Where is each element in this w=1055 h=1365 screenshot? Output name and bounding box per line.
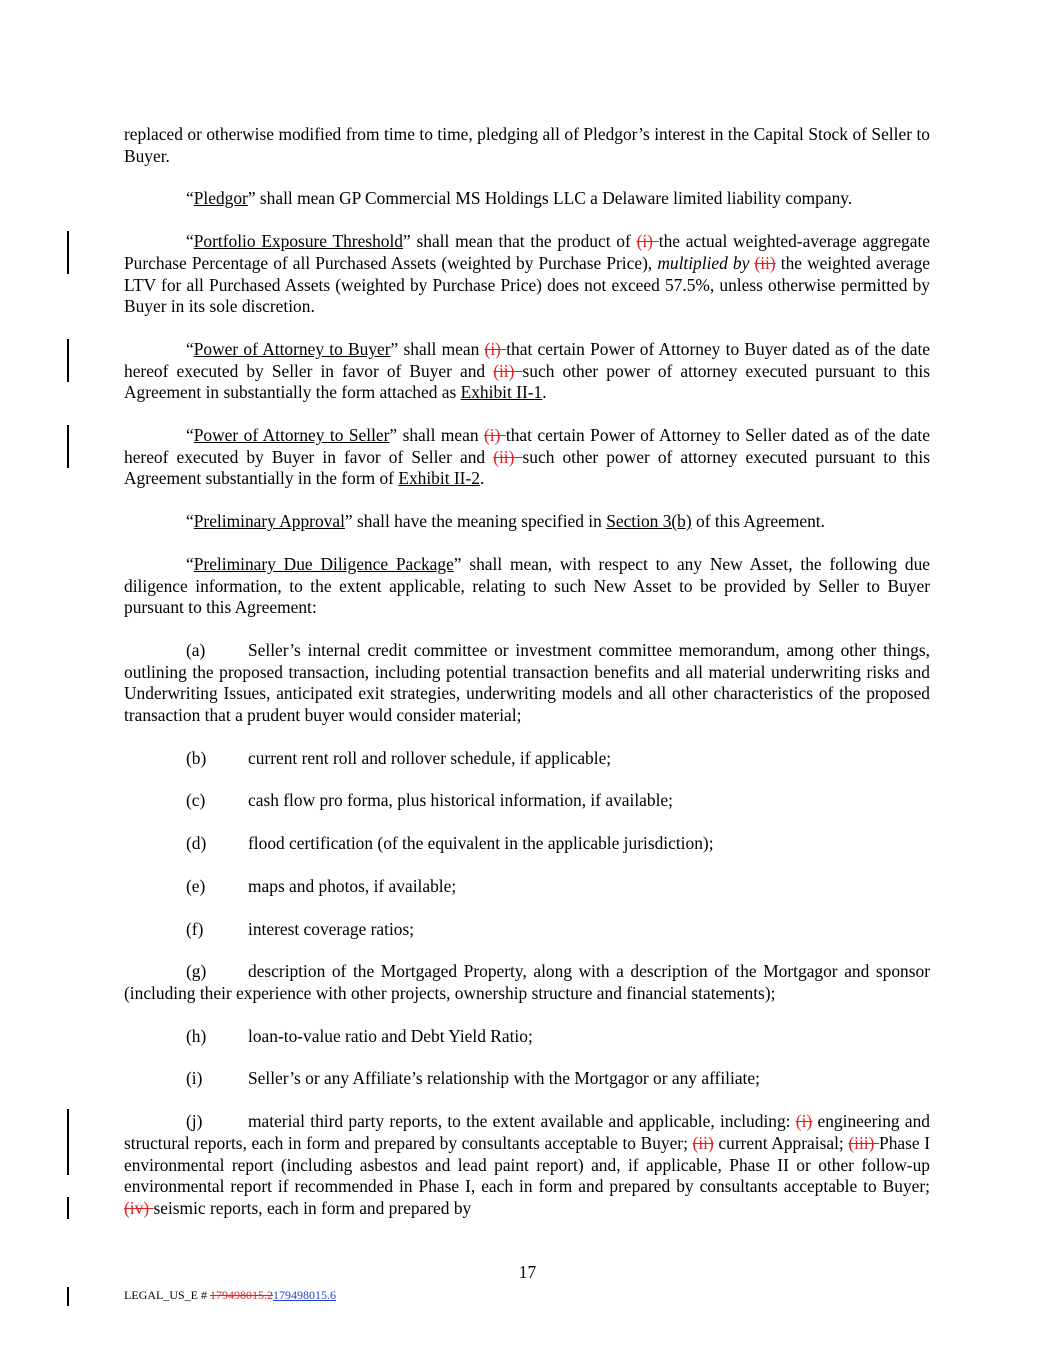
definition-text: such other power of attorney executed pursuant to this Agreement in substantially the form attached as [124, 360, 931, 403]
section-3b-reference: Section 3(b) [606, 511, 692, 532]
deleted-text: (i) [636, 231, 659, 252]
list-item-text: interest coverage ratios; [248, 918, 415, 939]
list-item-text: loan-to-value ratio and Debt Yield Ratio; [248, 1025, 533, 1046]
list-item-text: maps and photos, if available; [248, 875, 457, 896]
page-number: 17 [518, 1262, 537, 1282]
definition-text: the weighted average LTV for all Purchased Assets (weighted by Purchase Price) does not exceed 57.5%, unless otherwise permitted by Buyer in its sole discretion. [124, 252, 930, 317]
list-item [124, 833, 930, 855]
change-bar [67, 1197, 69, 1219]
open-quote: “ [186, 511, 194, 532]
definition-power-of-attorney-seller [124, 425, 930, 490]
open-quote: “ [186, 231, 194, 252]
change-bar [67, 425, 69, 468]
definition-power-of-attorney-buyer [124, 339, 930, 404]
change-bar [67, 231, 69, 274]
deleted-text: (ii) [493, 360, 523, 381]
inserted-doc-id: 179498015.6 [273, 1288, 336, 1302]
definition-text: such other power of attorney executed pursuant to this Agreement substantially in the form of [124, 446, 931, 489]
deleted-text: (i) [484, 338, 507, 359]
definition-text: ” shall have the meaning specified in [344, 511, 607, 532]
definition-text: that certain Power of Attorney to Seller dated as of the date hereof executed by Buyer in favor of Seller and [124, 425, 930, 467]
list-item [124, 1068, 930, 1090]
term-preliminary-due-diligence-package: Preliminary Due Diligence Package [193, 553, 454, 574]
list-item [124, 961, 930, 1004]
footer-prefix: LEGAL_US_E # [124, 1288, 210, 1302]
term-preliminary-approval: Preliminary Approval [193, 511, 345, 532]
open-quote: “ [186, 553, 194, 574]
term-pledgor: Pledgor [193, 188, 248, 209]
list-item [124, 790, 930, 812]
term-portfolio-exposure-threshold: Portfolio Exposure Threshold [193, 231, 403, 252]
definition-preliminary-approval [124, 511, 930, 533]
list-item-text: Seller’s internal credit committee or investment committee memorandum, among other things, outlining the proposed transaction, including potential transaction benefits and all material underwriting risks and Underwriting Issues, anticipated exit strategies, underwriting models and all other characteristics of the proposed transaction that a prudent buyer would consider material; [124, 639, 930, 726]
open-quote: “ [186, 338, 194, 359]
definition-text: . [542, 382, 547, 403]
definition-text: ” shall mean, with respect to any New Asset, the following due diligence information, to the extent applicable, relating to such New Asset to be provided by Seller to Buyer pursuant to this Agreement: [124, 553, 930, 618]
change-bar [67, 1287, 69, 1306]
italic-text: multiplied by [657, 252, 750, 273]
deleted-text: (iv) [124, 1197, 154, 1218]
open-quote: “ [186, 425, 194, 446]
list-item-text: engineering and structural reports, each in form and prepared by consultants acceptable to Buyer; [124, 1111, 930, 1153]
deleted-text: (ii) [754, 252, 776, 273]
deleted-doc-id: 179498015.2 [210, 1288, 273, 1302]
term-power-of-attorney-seller: Power of Attorney to Seller [193, 425, 390, 446]
list-item-label: (a) [186, 639, 206, 660]
definition-text: ” shall mean GP Commercial MS Holdings LLC a Delaware limited liability company. [247, 188, 853, 209]
deleted-text: (ii) [692, 1132, 714, 1153]
definition-portfolio-exposure-threshold [124, 231, 930, 318]
list-item-text: current rent roll and rollover schedule, if applicable; [248, 747, 612, 768]
definition-text: of this Agreement. [691, 511, 825, 532]
list-item-label: (j) [186, 1111, 203, 1132]
list-item-label: (d) [186, 833, 207, 854]
list-item-label: (h) [186, 1025, 207, 1046]
list-item-label: (f) [186, 918, 204, 939]
list-item-text: cash flow pro forma, plus historical information, if available; [248, 790, 673, 811]
definition-text: ” shall mean [389, 425, 485, 446]
deleted-text: (i) [795, 1111, 813, 1132]
list-item [124, 876, 930, 898]
deleted-text: (ii) [493, 446, 523, 467]
change-bar [67, 339, 69, 382]
open-quote: “ [186, 188, 194, 209]
definition-pledgor [124, 188, 930, 210]
list-item-text: Seller’s or any Affiliate’s relationship with the Mortgagor or any affiliate; [248, 1068, 760, 1089]
list-item-text: material third party reports, to the extent available and applicable, including: [248, 1111, 796, 1132]
definition-preliminary-due-diligence-package [124, 554, 930, 619]
list-item-label: (i) [186, 1068, 203, 1089]
document-body [124, 124, 930, 1241]
change-bar [67, 1109, 69, 1175]
continuation-paragraph [124, 124, 930, 167]
definition-text: the actual weighted-average aggregate Purchase Percentage of all Purchased Assets (weighted by Purchase Price), [124, 231, 931, 273]
list-item-text: flood certification (of the equivalent in the applicable jurisdiction); [248, 833, 714, 854]
exhibit-ii-2-reference: Exhibit II-2 [398, 468, 480, 489]
document-footer [124, 1288, 336, 1303]
list-item [124, 748, 930, 770]
list-item [124, 1026, 930, 1048]
list-item-text: seismic reports, each in form and prepared by [153, 1197, 472, 1218]
list-item [124, 640, 930, 727]
list-item [124, 919, 930, 941]
definition-text: . [479, 468, 485, 489]
deleted-text: (iii) [848, 1132, 880, 1153]
deleted-text: (i) [484, 425, 506, 446]
list-item-text: current Appraisal; [713, 1132, 849, 1153]
list-item-text: description of the Mortgaged Property, along with a description of the Mortgagor and sponsor (including their experience with other projects, ownership structure and financial statements); [124, 961, 930, 1003]
definition-text: ” shall mean that the product of [403, 231, 637, 252]
list-item-label: (e) [186, 875, 206, 896]
list-item-label: (c) [186, 790, 206, 811]
list-item-text: Phase I environmental report (including asbestos and lead paint report) and, if applicable, Phase II or other follow-up environmental report if recommended in Phase I, each in form and prepared by consultants acceptable to Buyer; [124, 1132, 930, 1197]
list-item [124, 1111, 930, 1220]
exhibit-ii-1-reference: Exhibit II-1 [460, 382, 543, 403]
continuation-text: replaced or otherwise modified from time to time, pledging all of Pledgor’s interest in the Capital Stock of Seller to Buyer. [124, 124, 930, 166]
definition-text: ” shall mean [390, 338, 485, 359]
term-power-of-attorney-buyer: Power of Attorney to Buyer [193, 338, 391, 359]
list-item-label: (g) [186, 961, 207, 982]
definition-text: that certain Power of Attorney to Buyer dated as of the date hereof executed by Seller in favor of Buyer and [124, 338, 930, 381]
list-item-label: (b) [186, 747, 207, 768]
